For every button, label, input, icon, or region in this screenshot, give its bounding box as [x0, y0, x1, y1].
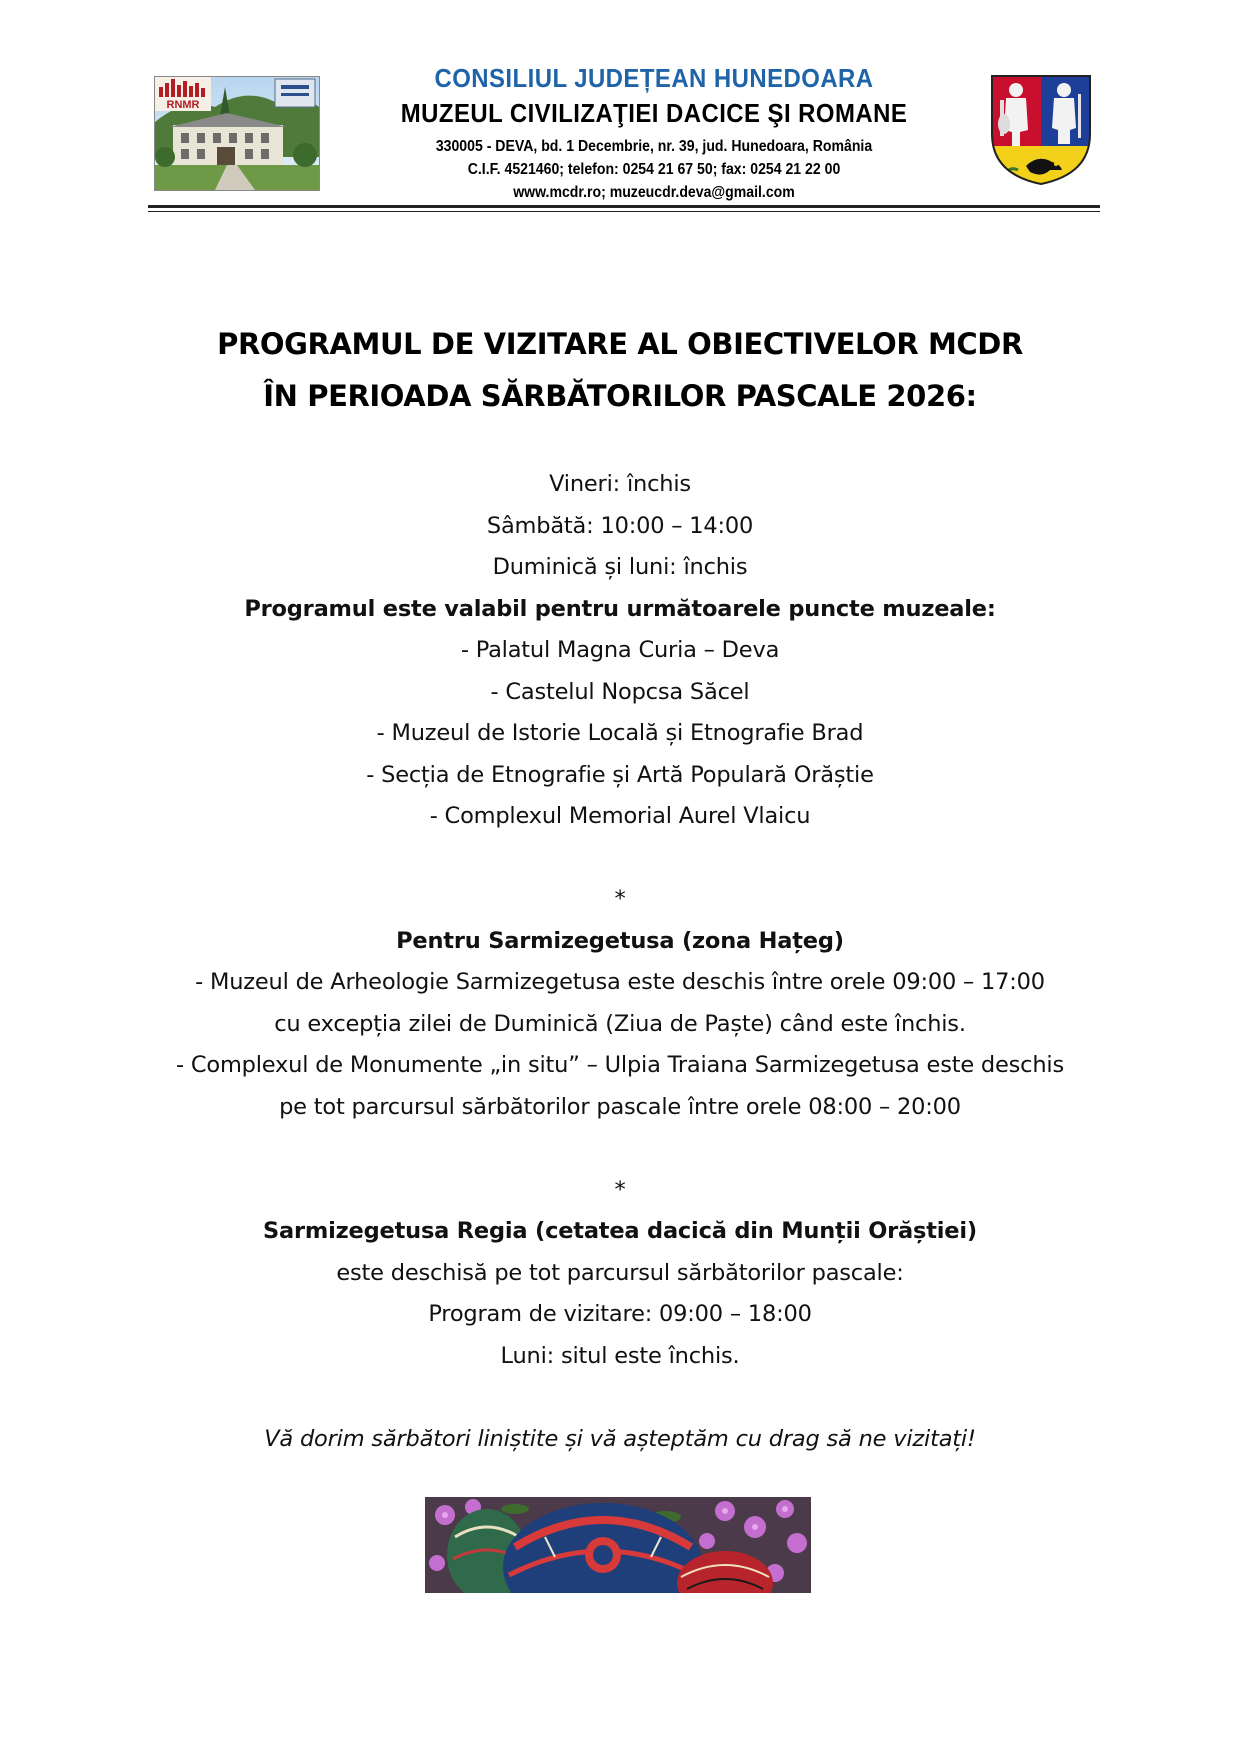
regia-line: Luni: situl este închis. — [500, 1342, 740, 1369]
section-separator: * — [614, 1176, 626, 1203]
title-line-2: ÎN PERIOADA SĂRBĂTORILOR PASCALE 2026: — [263, 379, 977, 413]
regia-heading: Sarmizegetusa Regia (cetatea dacică din Munții Orăștiei) — [263, 1218, 977, 1244]
coat-of-arms-icon — [990, 74, 1092, 186]
letterhead-text-block — [344, 62, 964, 204]
section-separator: * — [614, 886, 626, 912]
letterhead-divider-thick — [148, 205, 1100, 208]
museum-name: MUZEUL CIVILIZAŢIEI DACICE ŞI ROMANE — [400, 98, 908, 128]
spacer — [120, 1128, 1120, 1170]
hunedoara-coat-of-arms — [990, 74, 1092, 186]
spacer — [120, 838, 1120, 880]
schedule-friday: Vineri: închis — [549, 471, 691, 497]
letterhead-divider-thin — [148, 211, 1100, 212]
rnmr-logo-text: RNMR — [166, 99, 200, 111]
rnmr-museum-photo-logo — [154, 76, 320, 191]
location-item: - Muzeul de Istorie Locală și Etnografie Brad — [376, 720, 864, 746]
regia-line: Program de vizitare: 09:00 – 18:00 — [428, 1301, 812, 1327]
location-item: - Complexul Memorial Aurel Vlaicu — [429, 803, 811, 829]
sarmizegetusa-line: - Muzeul de Arheologie Sarmizegetusa este deschis între orele 09:00 – 17:00 — [195, 969, 1045, 995]
document-title — [120, 318, 1120, 422]
valid-for-heading: Programul este valabil pentru următoarele puncte muzeale: — [244, 595, 996, 622]
location-item: - Castelul Nopcsa Săcel — [490, 678, 750, 705]
museum-building-photo — [155, 77, 319, 190]
easter-eggs-photo — [425, 1497, 811, 1593]
closing-wish: Vă dorim sărbători liniștite și vă așteptăm cu drag să ne vizitați! — [264, 1425, 976, 1452]
museum-web-email: www.mcdr.ro; muzeucdr.deva@gmail.com — [513, 184, 795, 201]
location-item: - Palatul Magna Curia – Deva — [460, 637, 780, 663]
painted-easter-eggs-image — [425, 1497, 811, 1593]
council-name: CONSILIUL JUDEȚEAN HUNEDOARA — [434, 63, 874, 93]
sarmizegetusa-heading: Pentru Sarmizegetusa (zona Hațeg) — [396, 927, 844, 954]
location-item: - Secția de Etnografie și Artă Populară Orăștie — [366, 761, 874, 788]
schedule-sunday-monday: Duminică și luni: închis — [492, 554, 748, 580]
museum-contact: C.I.F. 4521460; telefon: 0254 21 67 50; fax: 0254 21 22 00 — [467, 161, 841, 178]
spacer — [120, 1377, 1120, 1419]
regia-line: este deschisă pe tot parcursul sărbătorilor pascale: — [336, 1259, 904, 1286]
museum-address: 330005 - DEVA, bd. 1 Decembrie, nr. 39, jud. Hunedoara, România — [435, 138, 873, 155]
sarmizegetusa-line: cu excepția zilei de Duminică (Ziua de Paște) când este închis. — [274, 1010, 966, 1037]
sarmizegetusa-line: - Complexul de Monumente „in situ” – Ulpia Traiana Sarmizegetusa este deschis — [176, 1052, 1064, 1078]
letterhead-header — [148, 62, 1100, 212]
title-line-1: PROGRAMUL DE VIZITARE AL OBIECTIVELOR MCDR — [217, 327, 1023, 361]
sarmizegetusa-line: pe tot parcursul sărbătorilor pascale între orele 08:00 – 20:00 — [279, 1093, 961, 1120]
schedule-saturday: Sâmbătă: 10:00 – 14:00 — [486, 512, 754, 539]
schedule-body — [120, 464, 1120, 1460]
